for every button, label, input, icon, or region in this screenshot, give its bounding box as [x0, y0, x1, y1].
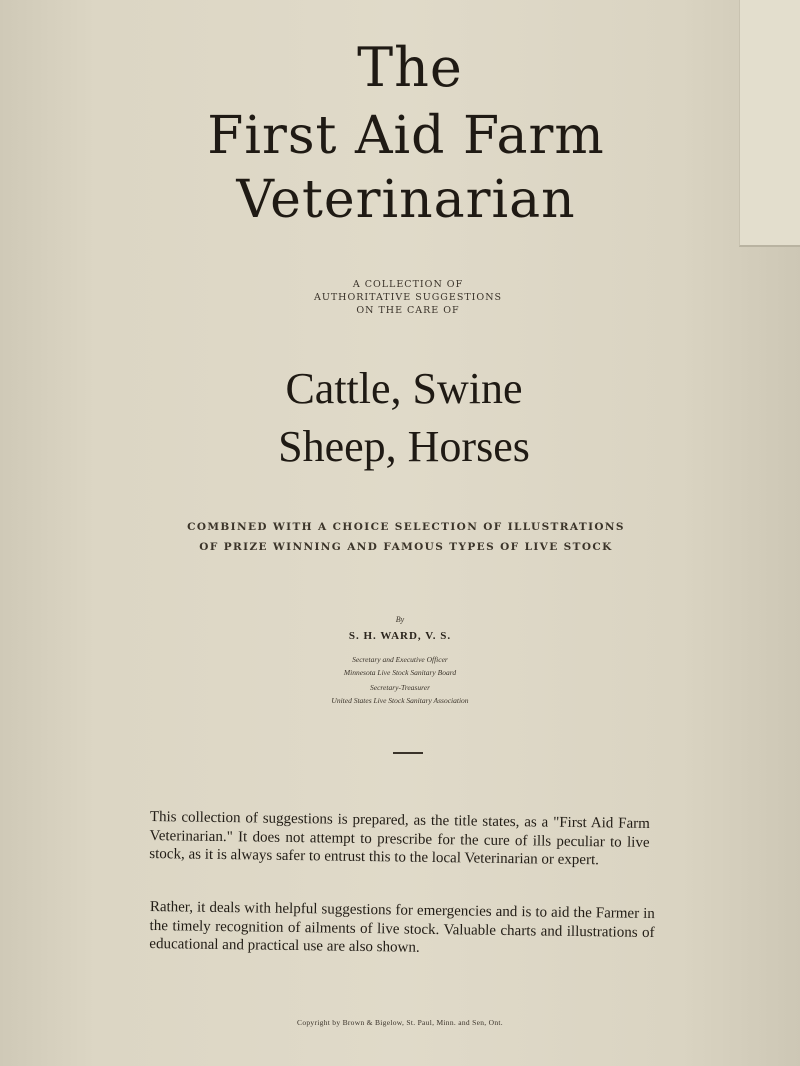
author-credential: Minnesota Live Stock Sanitary Board	[343, 668, 457, 677]
subtitle-line-1: A COLLECTION OF	[352, 279, 464, 290]
body-paragraph-2: Rather, it deals with helpful suggestions for emergencies and is to aid the Farmer in the timely recognition of ailments of live stock. Valuable charts and illustrations of educational and practical use are also shown.	[149, 898, 655, 956]
title-line-2: First Aid Farm	[207, 106, 605, 166]
body-paragraph-1: This collection of suggestions is prepared, as the title states, as a "First Aid Farm Veterinarian." It does not attempt to prescribe for the cure of ills peculiar to live stock, as it is always safer to entrust this to the local Veterinarian or expert.	[149, 808, 650, 869]
title-line-3: Veterinarian	[236, 170, 576, 230]
animals-line-1: Cattle, Swine	[285, 364, 523, 413]
byline-by: By	[395, 615, 405, 624]
combined-line-1: COMBINED WITH A CHOICE SELECTION OF ILLUSTRATIONS	[187, 521, 625, 533]
author-name: S. H. WARD, V. S.	[348, 630, 452, 642]
combined-line-2: OF PRIZE WINNING AND FAMOUS TYPES OF LIVE STOCK	[199, 541, 613, 553]
copyright-notice: Copyright by Brown & Bigelow, St. Paul, Minn. and Sen, Ont.	[297, 1018, 503, 1027]
author-credential: Secretary-Treasurer	[370, 683, 430, 692]
subtitle-line-2: AUTHORITATIVE SUGGESTIONS	[313, 292, 503, 303]
subtitle-line-3: ON THE CARE OF	[356, 305, 460, 316]
animals-line-2: Sheep, Horses	[278, 422, 530, 471]
author-credential: United States Live Stock Sanitary Association	[331, 696, 469, 705]
author-credential: Secretary and Executive Officer	[352, 655, 448, 664]
title-line-1: The	[357, 36, 463, 99]
section-divider	[393, 752, 423, 754]
